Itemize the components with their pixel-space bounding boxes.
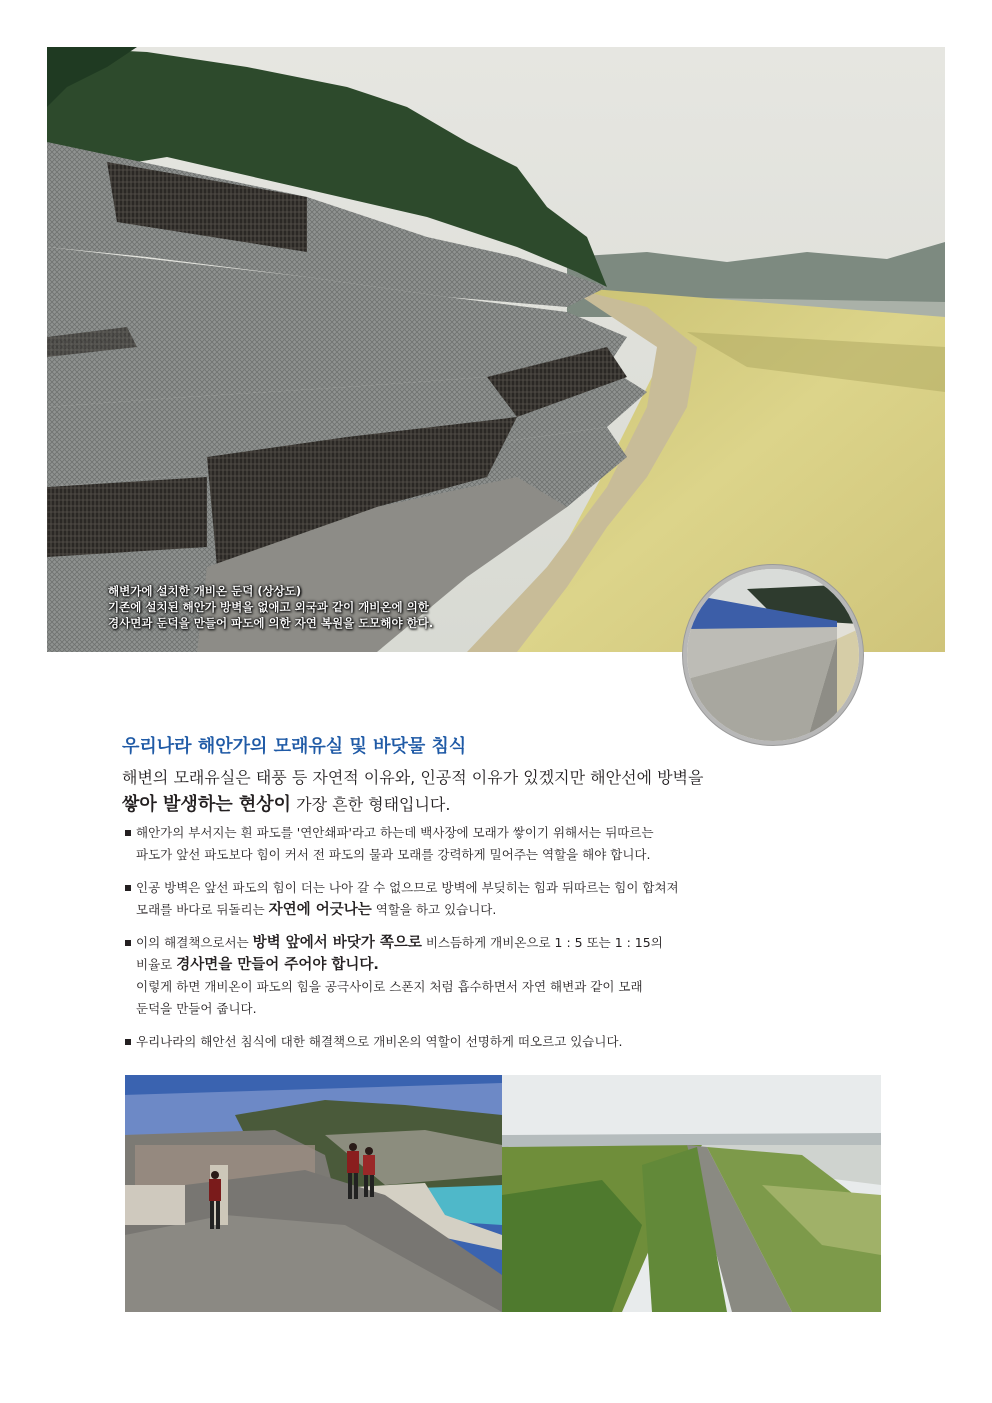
- intro-line: [122, 791, 762, 818]
- hero-photo-gabion-mound: [47, 47, 945, 652]
- bullet-item: [122, 1031, 762, 1053]
- bullet-emphasis: 방벽 앞에서 바닷가 쪽으로: [252, 935, 422, 951]
- section-title: 우리나라 해안가의 모래유실 및 바닷물 침식: [122, 736, 467, 757]
- caption-line: 기존에 설치된 해안가 방벽을 없애고 외국과 같이 개비온에 의한: [108, 600, 429, 614]
- intro-paragraph: [122, 764, 762, 818]
- bullet-text: 모래를 바다로 뒤돌리는: [136, 902, 269, 917]
- bullet-line: 해안가의 부서지는 흰 파도를 '연안쇄파'라고 하는데 백사장에 모래가 쌓이기 위해서는 뒤따르는: [136, 825, 654, 840]
- bullet-line: 파도가 앞선 파도보다 힘이 커서 전 파도의 물과 모래를 강력하게 밀어주는 역할을 해야 합니다.: [136, 847, 651, 862]
- bullet-item: [122, 877, 762, 921]
- intro-bold: 쌓아 발생하는 현상이: [122, 794, 292, 815]
- inset-photo-seawall: [683, 565, 863, 745]
- bullet-text: 이의 해결책으로서는: [136, 935, 253, 950]
- bullet-line: [136, 899, 762, 921]
- bullet-item: [122, 822, 762, 866]
- bullet-line: 인공 방벽은 앞선 파도의 힘이 더는 나아 갈 수 없으므로 방벽에 부딪히는 힘과 뒤따르는 힘이 합쳐져: [136, 880, 679, 895]
- bullet-emphasis: 경사면을 만들어 주어야 합니다.: [176, 957, 379, 973]
- bullet-line: 둔덕을 만들어 줍니다.: [136, 1001, 257, 1016]
- bullet-text: 역할을 하고 있습니다.: [371, 902, 497, 917]
- photo-grass-dune-path: [502, 1075, 881, 1312]
- bullet-line: 우리나라의 해안선 침식에 대한 해결책으로 개비온의 역할이 선명하게 떠오르고 있습니다.: [136, 1034, 623, 1049]
- bullet-list: [122, 822, 762, 1064]
- caption-line: 경사면과 둔덕을 만들어 파도에 의한 자연 복원을 도모해야 한다.: [108, 616, 434, 630]
- bullet-line: [136, 932, 762, 954]
- bullet-text: 비율로: [136, 957, 177, 972]
- hero-caption: [108, 583, 628, 631]
- bullet-line: [136, 954, 762, 976]
- bullet-line: 이렇게 하면 개비온이 파도의 힘을 공극사이로 스폰지 처럼 흡수하면서 자연 해변과 같이 모래: [136, 979, 643, 994]
- intro-line: 해변의 모래유실은 태풍 등 자연적 이유와, 인공적 이유가 있겠지만 해안선에 방벽을: [122, 768, 704, 787]
- caption-title: 해변가에 설치한 개비온 둔덕 (상상도): [108, 584, 302, 598]
- photo-people-on-embankment: [125, 1075, 502, 1312]
- intro-rest: 가장 흔한 형태입니다.: [291, 795, 451, 814]
- bullet-item: [122, 932, 762, 1020]
- bullet-emphasis: 자연에 어긋나는: [268, 902, 372, 918]
- bullet-text: 비스듬하게 개비온으로 1 : 5 또는 1 : 15의: [421, 935, 663, 950]
